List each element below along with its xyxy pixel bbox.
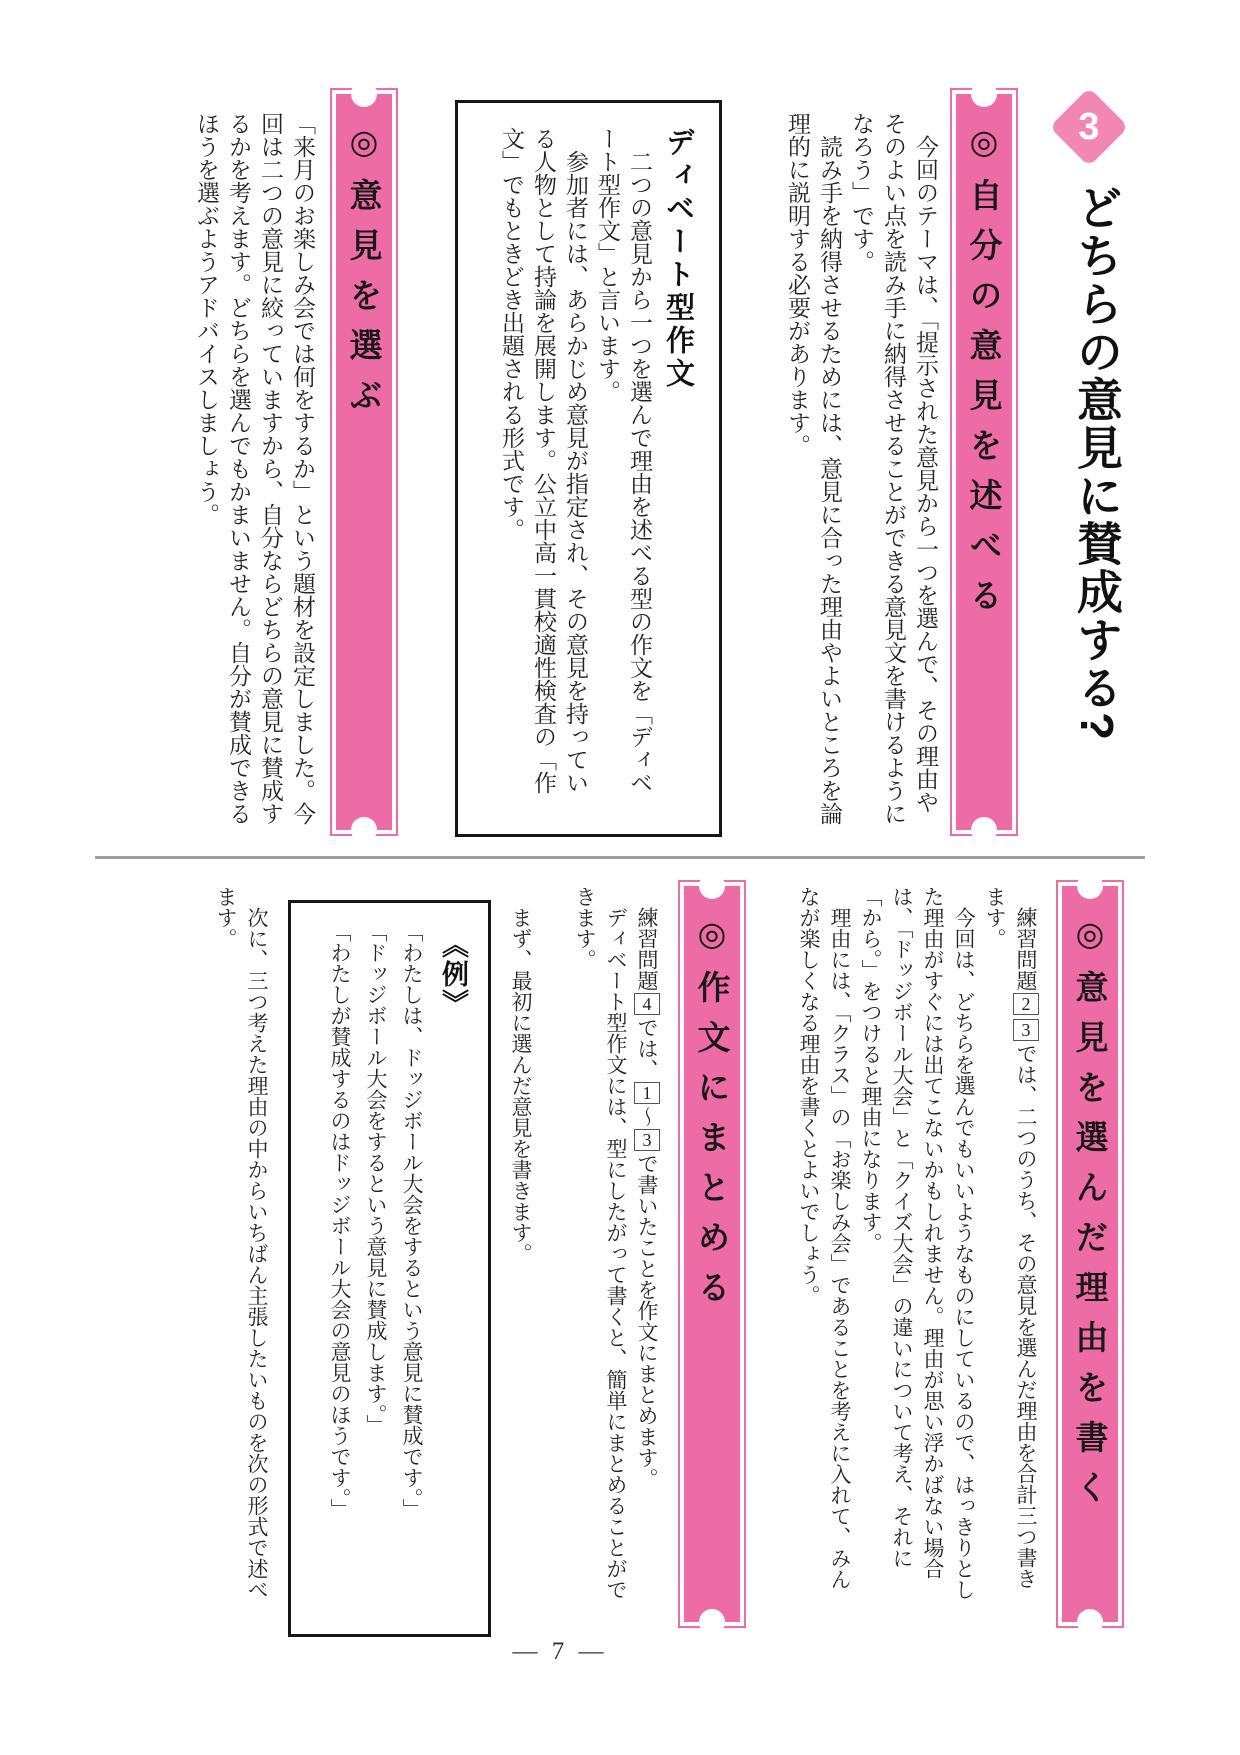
intro-text <box>763 112 941 834</box>
write-reason-text <box>785 886 1041 1608</box>
example-box-content <box>291 903 488 1634</box>
section-number: 3 <box>1078 105 1100 148</box>
ribbon-notch-bottom <box>971 817 997 843</box>
banner-write-reason <box>1056 880 1124 1628</box>
section-number-diamond <box>1054 92 1124 162</box>
banner-state-opinion <box>950 88 1018 836</box>
ribbon-notch-top <box>699 873 725 899</box>
debate-box-title: ディベート型作文 <box>662 127 694 391</box>
ribbon-notch-top <box>971 81 997 107</box>
paragraph: 今回のテーマは、「提示された意見から一つを選んで、その理由やそのよい点を読み手に納得させることができる意見文を書けるようになろう」です。 <box>849 112 938 825</box>
example-line: 「わたしは、ドッジボール大会をするという意見に賛成です。」 <box>400 921 424 1520</box>
banner-choose-opinion <box>330 88 398 836</box>
next-step-text <box>196 886 272 1608</box>
choose-opinion-text <box>178 112 318 834</box>
text-segment: ～ <box>635 1106 659 1127</box>
text-segment: 練習問題 <box>635 907 659 991</box>
paragraph: 参加者には、あらかじめ意見が指定され、その意見を持っている人物として持論を展開します。公立中高一貫校適性検査の「作文」でもときどき出題される形式です。 <box>499 127 588 794</box>
banner-label: ◎意見を選ぶ <box>345 122 383 428</box>
exercise-number-box: 2 <box>1013 993 1039 1015</box>
paragraph: 「来月のお楽しみ会では何をするか」という題材を設定しました。今回は二つの意見に絞っていますから、自分ならどちらの意見に賛成するかを考えます。どちらを選んでもかまいません。自分が賛成できるほうを選ぶようアドバイスしましょう。 <box>194 112 315 825</box>
exercise-number-box: 3 <box>1013 1019 1039 1041</box>
text-segment: 練習問題 <box>1014 907 1038 991</box>
paragraph: 理由には、「クラス」の「お楽しみ会」であることを考えに入れて、みんなが楽しくなる理由を書くとよいでしょう。 <box>797 886 852 1590</box>
section-divider <box>95 856 1145 859</box>
first-step-text <box>492 886 536 1608</box>
ribbon-notch-bottom <box>699 1609 725 1635</box>
ribbon-notch-top <box>351 81 377 107</box>
ribbon-notch-bottom <box>1077 1609 1103 1635</box>
compose-text <box>560 886 662 1608</box>
banner-label: ◎作文にまとめる <box>693 914 731 1320</box>
banner-label: ◎意見を選んだ理由を書く <box>1071 914 1109 1520</box>
banner-ribbon <box>336 94 392 830</box>
page-number: — 7 — <box>512 1638 608 1665</box>
debate-box-content <box>458 103 719 834</box>
exercise-number-box: 3 <box>634 1129 660 1151</box>
text-segment: では、二つのうち、その意見を選んだ理由を合計三つ書きます。 <box>983 886 1038 1589</box>
banner-label: ◎自分の意見を述べる <box>965 122 1003 628</box>
exercise-number-box: 1 <box>634 1082 660 1104</box>
banner-ribbon <box>1062 886 1118 1622</box>
paragraph: 今回は、どちらを選んでもいいようなものにしているので、はっきりとした理由がすぐには出てこないかもしれません。理由が思い浮かばない場合は、「ドッジボール大会」と「クイズ大会」の違いについて考え、それに「から。」をつけると理由になります。 <box>859 886 976 1600</box>
example-line: 「ドッジボール大会をするという意見に賛成します。」 <box>364 921 388 1436</box>
example-line: 「わたしが賛成するのはドッジボール大会の意見のほうです。」 <box>328 921 352 1520</box>
banner-ribbon <box>684 886 740 1622</box>
paragraph: 読み手を納得させるためには、意見に合った理由やよいところを論理的に説明する必要があります。 <box>785 112 842 825</box>
debate-definition-box <box>455 100 722 837</box>
page-title: どちらの意見に賛成する? <box>1071 184 1123 743</box>
banner-ribbon <box>956 94 1012 830</box>
paragraph: 次に、三つ考えた理由の中からいちばん主張したいものを次の形式で述べます。 <box>214 886 269 1600</box>
text-segment: で書いたことを作文にまとめます。 <box>635 1153 659 1489</box>
paragraph <box>979 886 1041 1608</box>
ribbon-notch-top <box>1077 873 1103 899</box>
ribbon-notch-bottom <box>351 817 377 843</box>
paragraph: 二つの意見から一つを選んで理由を述べる型の作文を「ディベート型作文」と言います。 <box>595 127 652 794</box>
paragraph: まず、最初に選んだ意見を書きます。 <box>509 907 533 1264</box>
example-box <box>288 900 491 1637</box>
paragraph <box>631 886 662 1608</box>
exercise-number-box: 4 <box>634 993 660 1015</box>
banner-compose <box>678 880 746 1628</box>
text-segment: では、 <box>635 1017 659 1080</box>
example-box-title: 《例》 <box>438 931 468 1018</box>
paragraph: ディベート型作文には、型にしたがって書くと、簡単にまとめることができます。 <box>573 886 628 1600</box>
